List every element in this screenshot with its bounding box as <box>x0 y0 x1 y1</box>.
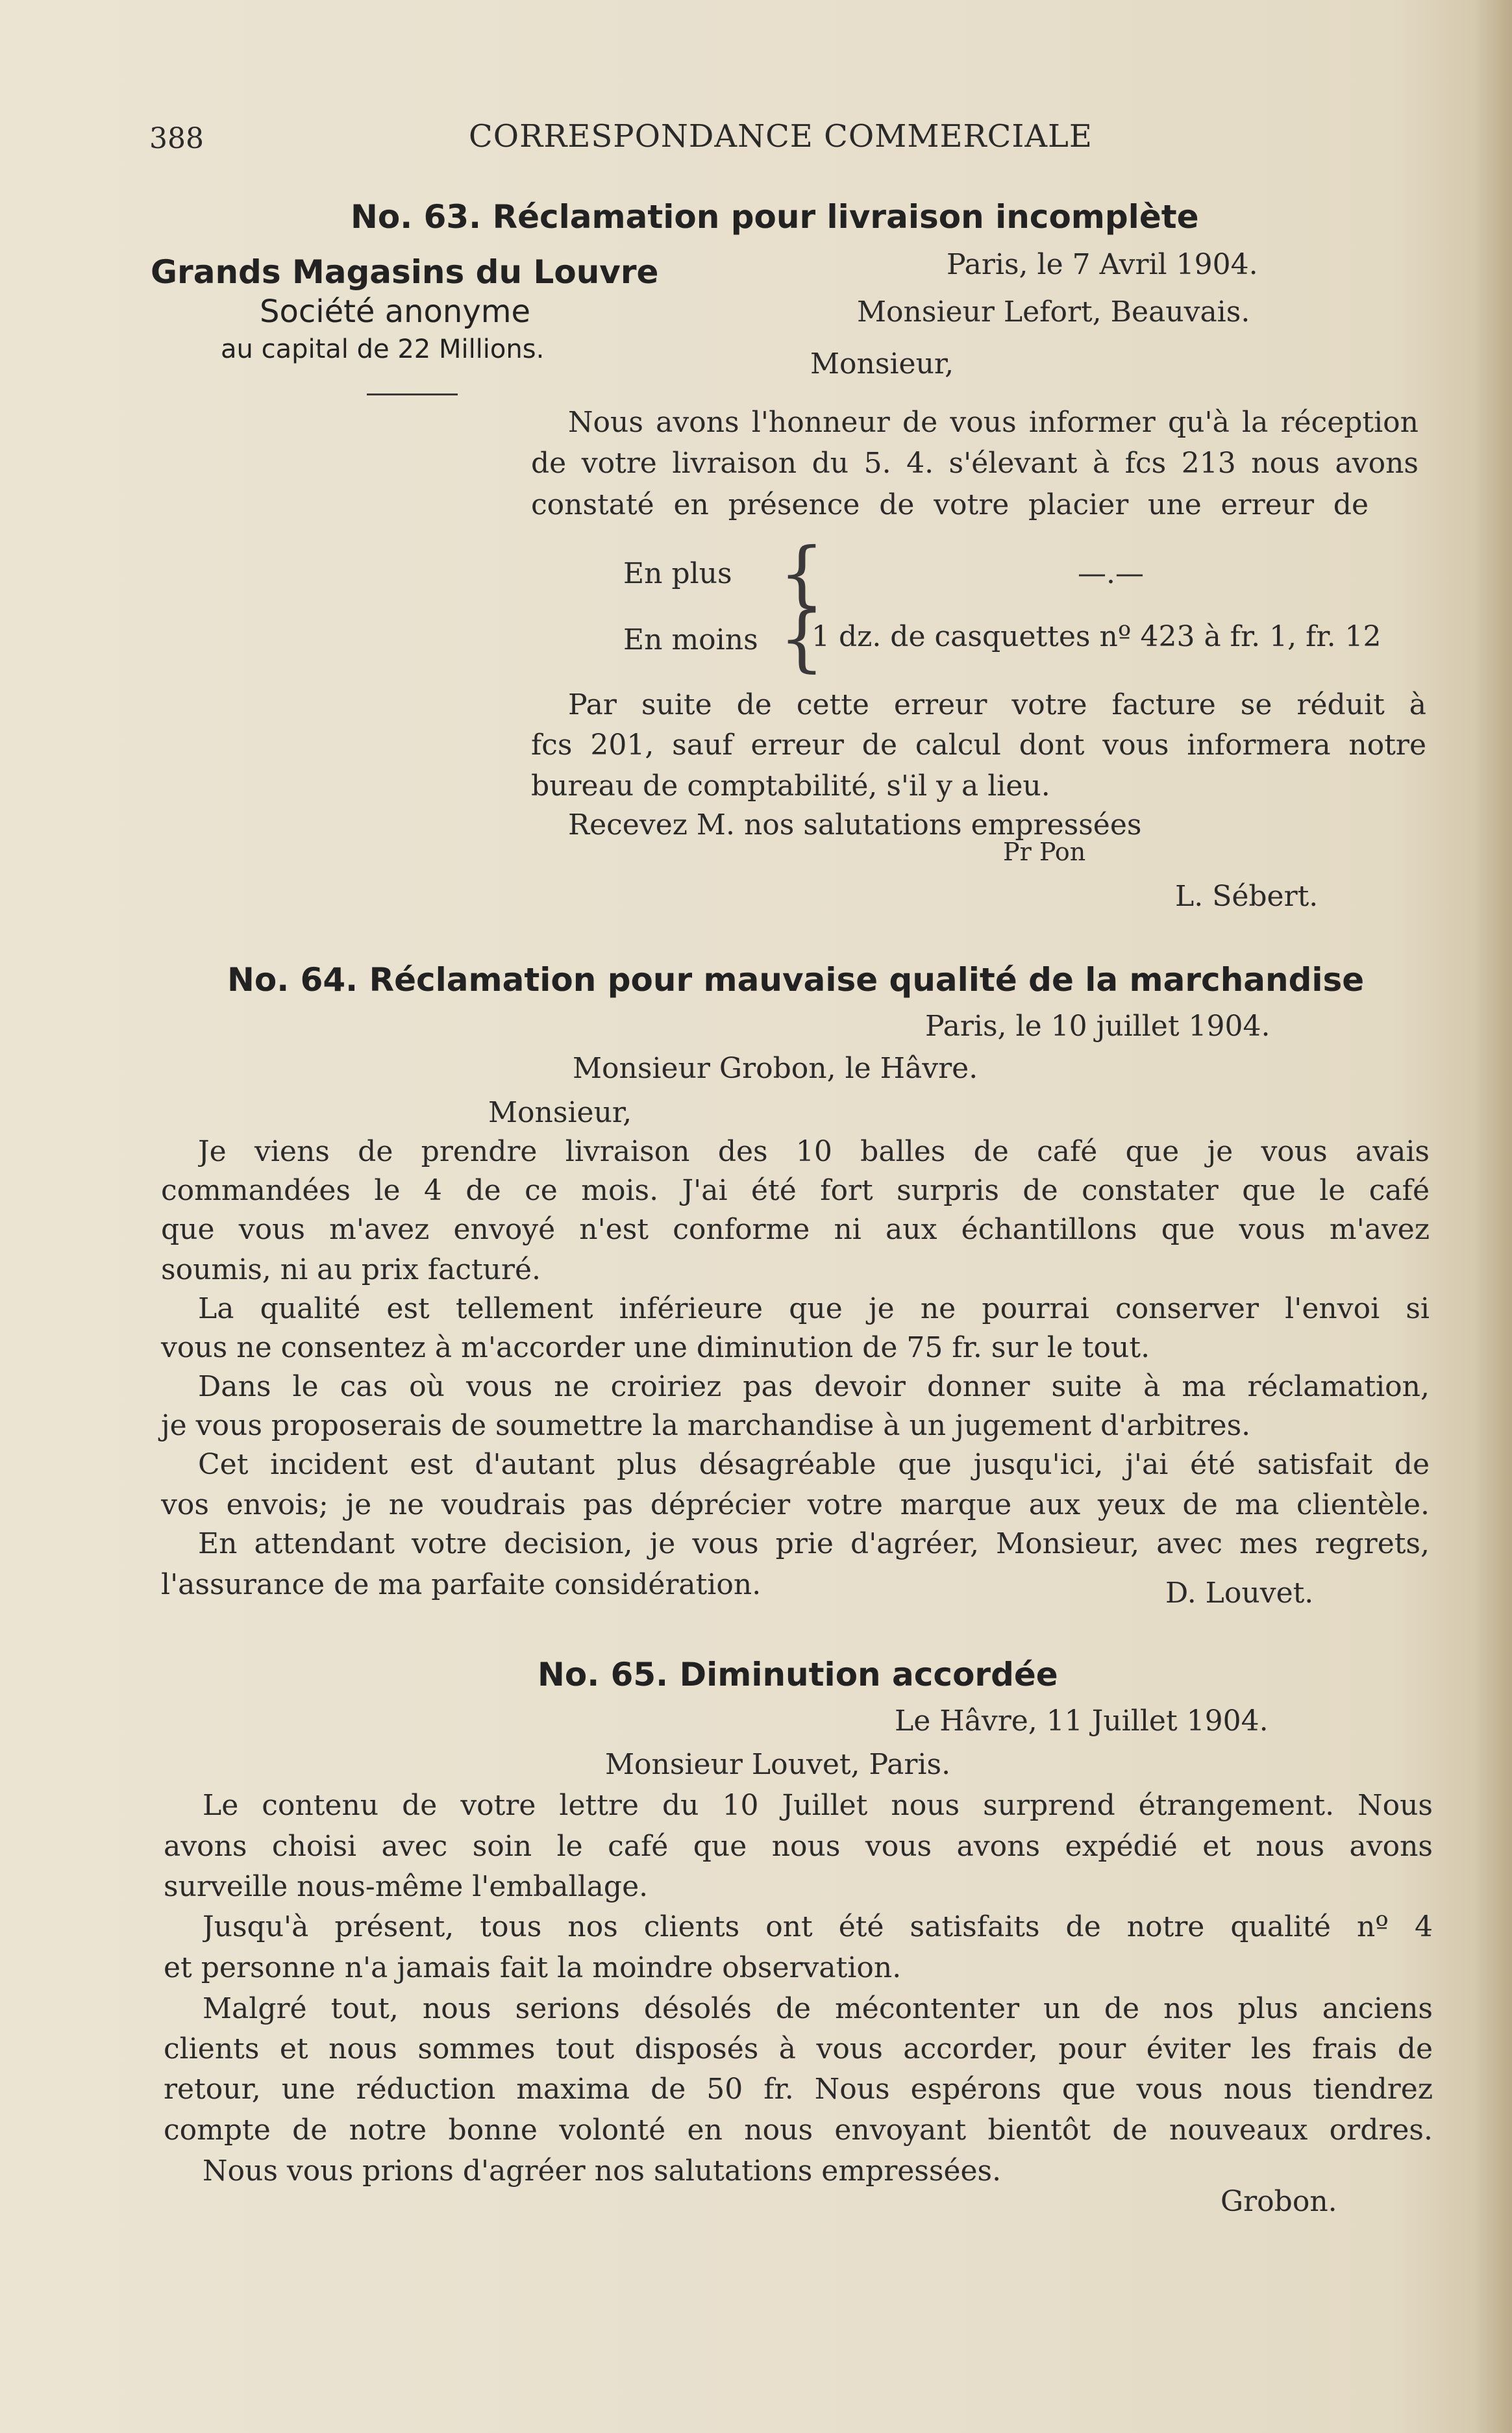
letter-65-line: Le contenu de votre lettre du 10 Juillet nous surprend étrangement. Nous <box>203 1789 1433 1822</box>
letter-65-line: surveille nous-même l'emballage. <box>164 1870 649 1903</box>
letter-63-brace-plus: { <box>779 532 824 615</box>
letter-64-salutation: Monsieur, <box>488 1096 632 1129</box>
letter-64-line: je vous proposerais de soumettre la marchandise à un jugement d'arbitres. <box>161 1409 1251 1442</box>
letter-65-heading: No. 65. Diminution accordée <box>538 1656 1058 1693</box>
letter-64-line: vous ne consentez à m'accorder une diminution de 75 fr. sur le tout. <box>161 1331 1150 1364</box>
letter-65-signature: Grobon. <box>1221 2185 1337 2218</box>
letter-64-line: que vous m'avez envoyé n'est conforme ni aux échantillons que vous m'avez <box>161 1213 1430 1246</box>
letter-63-plus-value: —.— <box>1078 557 1144 590</box>
page-edge-shadow <box>1473 0 1512 2433</box>
letter-64-line: La qualité est tellement inférieure que je ne pourrai conserver l'envoi si <box>198 1292 1430 1325</box>
letter-63-line: Nous avons l'honneur de vous informer qu'à la réception <box>568 406 1419 439</box>
letter-63-salutation: Monsieur, <box>810 347 954 381</box>
letter-65-line: Malgré tout, nous serions désolés de mécontenter un de nos plus anciens <box>203 1992 1433 2025</box>
letter-65-line: clients et nous sommes tout disposés à vous accorder, pour éviter les frais de <box>164 2032 1433 2065</box>
letter-64-line: Cet incident est d'autant plus désagréable que jusqu'ici, j'ai été satisfait de <box>198 1448 1430 1481</box>
letter-65-line: et personne n'a jamais fait la moindre observation. <box>164 1951 902 1984</box>
letter-63-closing: Recevez M. nos salutations empressées <box>568 808 1142 842</box>
letter-63-capital: au capital de 22 Millions. <box>221 334 545 364</box>
letter-64-heading: No. 64. Réclamation pour mauvaise qualité de la marchandise <box>227 961 1365 999</box>
letter-63-signature: L. Sébert. <box>1175 880 1319 913</box>
letter-64-addressee: Monsieur Grobon, le Hâvre. <box>573 1052 978 1085</box>
letter-63-rule <box>367 393 458 395</box>
letter-64-signature: D. Louvet. <box>1165 1577 1314 1610</box>
letter-65-line: avons choisi avec soin le café que nous vous avons expédié et nous avons <box>164 1830 1433 1863</box>
running-title: CORRESPONDANCE COMMERCIALE <box>469 118 1093 155</box>
letter-63-company-type: Société anonyme <box>260 293 531 330</box>
letter-65-line: Nous vous prions d'agréer nos salutations empressées. <box>203 2154 1002 2188</box>
letter-64-line: Dans le cas où vous ne croiriez pas devoir donner suite à ma réclamation, <box>198 1370 1430 1403</box>
letter-64-line: soumis, ni au prix facturé. <box>161 1253 541 1286</box>
letter-65-line: retour, une réduction maxima de 50 fr. Nous espérons que vous nous tiendrez <box>164 2073 1433 2106</box>
letter-63-minus-value: 1 dz. de casquettes nº 423 à fr. 1, fr. 12 <box>812 620 1382 653</box>
page-number: 388 <box>149 122 204 155</box>
letter-63-addressee: Monsieur Lefort, Beauvais. <box>857 295 1250 329</box>
letter-64-date: Paris, le 10 juillet 1904. <box>925 1010 1270 1043</box>
letter-63-line: bureau de comptabilité, s'il y a lieu. <box>531 769 1050 803</box>
letter-65-line: compte de notre bonne volonté en nous envoyant bientôt de nouveaux ordres. <box>164 2114 1433 2147</box>
letter-63-line: constaté en présence de votre placier une erreur de <box>531 488 1369 521</box>
letter-64-line: En attendant votre decision, je vous prie d'agréer, Monsieur, avec mes regrets, <box>198 1527 1430 1560</box>
letter-63-line: de votre livraison du 5. 4. s'élevant à fcs 213 nous avons <box>531 447 1419 480</box>
letter-64-line: Je viens de prendre livraison des 10 balles de café que je vous avais <box>198 1135 1430 1168</box>
letter-63-line: Par suite de cette erreur votre facture se réduit à <box>568 688 1426 721</box>
letter-63-plus-label: En plus <box>623 557 732 590</box>
letter-63-per-pon: Pr Pon <box>1003 838 1086 866</box>
letter-63-line: fcs 201, sauf erreur de calcul dont vous informera notre <box>531 729 1426 762</box>
letter-64-line: l'assurance de ma parfaite considération. <box>161 1568 762 1601</box>
letter-65-date: Le Hâvre, 11 Juillet 1904. <box>895 1704 1269 1738</box>
letter-64-line: vos envois; je ne voudrais pas déprécier votre marque aux yeux de ma clientèle. <box>161 1488 1430 1521</box>
letter-63-brace-minus: { <box>779 597 824 680</box>
letter-63-minus-label: En moins <box>623 623 758 656</box>
letter-65-line: Jusqu'à présent, tous nos clients ont été satisfaits de notre qualité nº 4 <box>203 1910 1433 1943</box>
letter-64-line: commandées le 4 de ce mois. J'ai été fort surpris de constater que le café <box>161 1174 1430 1207</box>
letter-63-date: Paris, le 7 Avril 1904. <box>947 248 1258 281</box>
letter-65-addressee: Monsieur Louvet, Paris. <box>605 1748 951 1781</box>
letter-63-company-name: Grands Magasins du Louvre <box>151 253 659 291</box>
letter-63-heading: No. 63. Réclamation pour livraison incomplète <box>351 198 1199 236</box>
